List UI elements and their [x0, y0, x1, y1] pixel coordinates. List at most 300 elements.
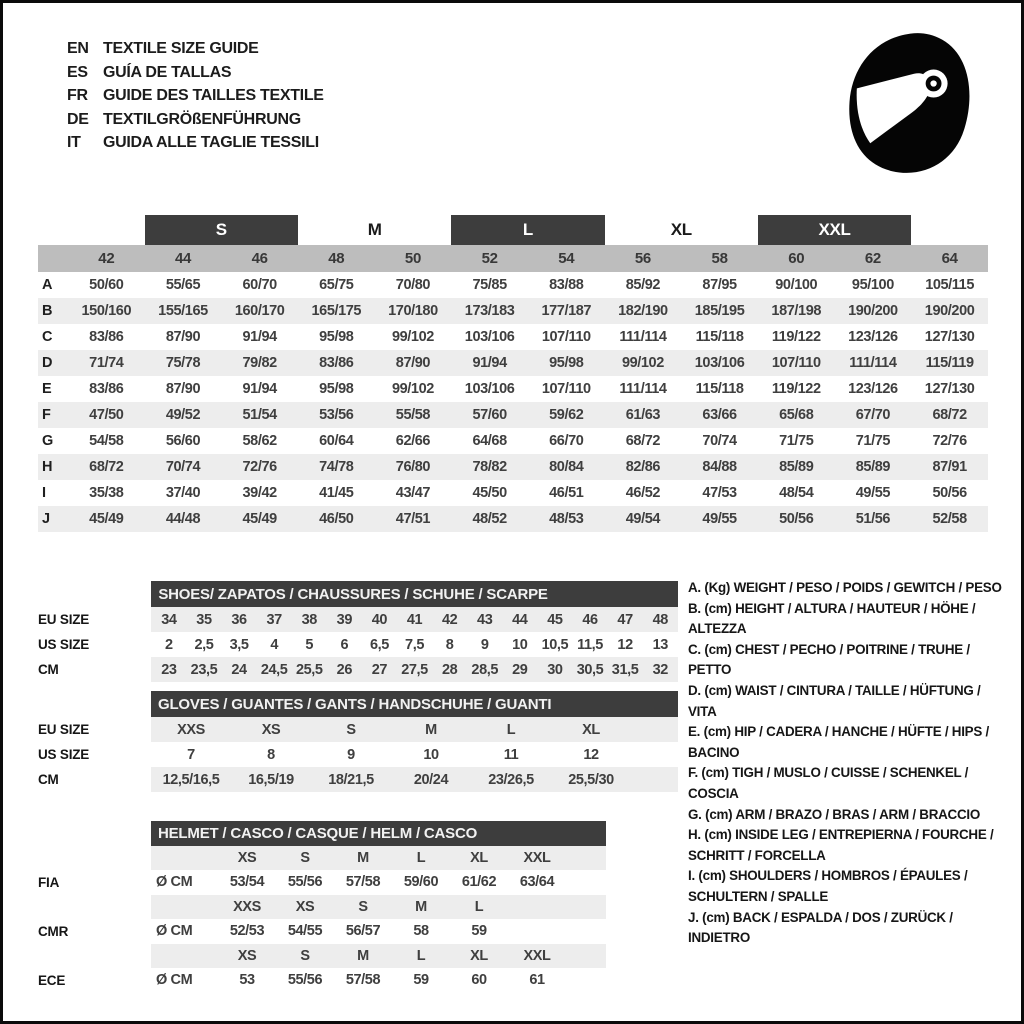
size-value-cell: 155/165 — [145, 298, 222, 324]
measurement-legend — [688, 578, 1008, 949]
size-value-cell: 115/118 — [695, 381, 744, 397]
gloves-value-cell: 25,5/30 — [551, 767, 631, 792]
row-scale-label: CM — [38, 657, 151, 682]
size-value-cell: 39/42 — [242, 485, 277, 501]
standard-label-fia: FIA — [38, 870, 151, 895]
shoes-value-cell: 35 — [186, 607, 221, 632]
size-value-cell: 65/75 — [319, 277, 354, 293]
numeric-size-header: 46 — [221, 245, 298, 272]
size-value-cell: 103/106 — [464, 381, 515, 397]
legend-item-e: E. (cm) HIP / CADERA / HANCHE / HÜFTE / HIPS / BACINO — [688, 724, 989, 760]
outside-spacer — [38, 691, 151, 717]
filler-cell — [566, 895, 606, 920]
language-title: TEXTILE SIZE GUIDE — [103, 40, 259, 57]
size-value-cell: 91/94 — [451, 350, 528, 376]
size-value-cell: 83/86 — [89, 329, 124, 345]
size-value-cell: 61/63 — [605, 402, 682, 428]
helmet-size-header: M — [334, 944, 392, 969]
gloves-value-cell: 23/26,5 — [471, 767, 551, 792]
outside-spacer — [38, 821, 151, 846]
shoes-value-cell: 36 — [222, 607, 257, 632]
row-label: A — [38, 272, 68, 298]
standard-label-ece: ECE — [38, 968, 151, 993]
helmet-value-cell: 59 — [471, 923, 487, 940]
size-value-cell: 47/51 — [375, 506, 452, 532]
corner-cell — [38, 215, 68, 245]
row-scale-label: EU SIZE — [38, 717, 151, 742]
language-code: DE — [67, 110, 89, 128]
shoes-row — [38, 657, 678, 682]
language-row — [67, 131, 324, 155]
helmet-sizes-row-cmr — [38, 895, 606, 920]
shoes-value-cell: 41 — [397, 607, 432, 632]
shoes-value-cell: 28,5 — [467, 657, 502, 682]
gloves-row — [38, 742, 678, 767]
helmet-size-header: L — [450, 895, 508, 920]
helmet-values-row-ece — [38, 968, 606, 993]
helmet-value-cell: 60 — [471, 972, 487, 989]
row-label: C — [38, 324, 68, 350]
gloves-value-cell: 8 — [267, 746, 275, 763]
size-value-cell: 55/58 — [375, 402, 452, 428]
numeric-size-header: 56 — [605, 245, 682, 272]
row-scale-label: CM — [38, 767, 151, 792]
helmet-value-cell: 58 — [413, 923, 429, 940]
size-value-cell: 64/68 — [472, 433, 507, 449]
language-title: GUIDA ALLE TAGLIE TESSILI — [103, 134, 319, 151]
row-label: E — [38, 376, 68, 402]
helmet-value-cell: 61 — [529, 972, 545, 989]
size-value-cell: 51/54 — [221, 402, 298, 428]
outside-spacer — [38, 895, 151, 920]
row-label: H — [38, 454, 68, 480]
size-value-cell: 99/102 — [391, 381, 434, 397]
shoes-value-cell: 28 — [432, 657, 467, 682]
shoes-value-cell: 48 — [643, 607, 678, 632]
numeric-size-header: 60 — [758, 245, 835, 272]
shoes-title-row — [38, 581, 678, 607]
size-value-cell: 46/50 — [298, 506, 375, 532]
shoes-value-cell: 42 — [432, 607, 467, 632]
size-value-cell: 49/52 — [145, 402, 222, 428]
size-group-label-xl: XL — [670, 220, 692, 239]
size-value-cell: 83/86 — [298, 350, 375, 376]
filler-cell — [631, 767, 678, 792]
size-value-cell: 95/100 — [851, 277, 894, 293]
shoes-value-cell: 8 — [445, 636, 454, 653]
row-label: I — [38, 480, 68, 506]
shoes-value-cell: 5 — [305, 636, 314, 653]
measurement-row-d — [38, 350, 988, 376]
measurement-row-i — [38, 480, 988, 506]
measurement-row-c — [38, 324, 988, 350]
shoes-row — [38, 632, 678, 657]
size-value-cell: 58/62 — [242, 433, 277, 449]
gloves-value-cell: 12,5/16,5 — [151, 767, 231, 792]
helmet-size-header: S — [276, 846, 334, 871]
helmet-value-cell: 59/60 — [403, 874, 439, 891]
size-value-cell: 75/78 — [145, 350, 222, 376]
size-value-cell: 63/66 — [681, 402, 758, 428]
shoes-value-cell: 2,5 — [194, 636, 214, 653]
size-group-label-l: L — [451, 215, 604, 245]
legend-item-h: H. (cm) INSIDE LEG / ENTREPIERNA / FOURCHE / SCHRITT / FORCELLA — [688, 827, 994, 863]
size-value-cell: 87/90 — [165, 329, 201, 345]
size-value-cell: 85/89 — [758, 454, 835, 480]
shoes-value-cell: 4 — [270, 636, 278, 653]
size-value-cell: 115/119 — [911, 350, 988, 376]
gloves-value-cell: 9 — [347, 746, 355, 763]
legend-item-i: I. (cm) SHOULDERS / HOMBROS / ÉPAULES / SCHULTERN / SPALLE — [688, 868, 968, 904]
helmet-value-cell: 56/57 — [345, 923, 381, 940]
language-code: FR — [67, 87, 88, 104]
gloves-size-table — [38, 691, 678, 792]
measurement-row-f — [38, 402, 988, 428]
shoes-row — [38, 607, 678, 632]
helmet-size-header: XS — [218, 944, 276, 969]
numeric-size-header: 64 — [911, 245, 988, 272]
numeric-size-header: 54 — [528, 245, 605, 272]
shoes-value-cell: 46 — [572, 607, 607, 632]
helmet-sizes-row-fia — [38, 846, 606, 871]
size-value-cell: 115/118 — [695, 329, 744, 345]
size-value-cell: 185/195 — [681, 298, 758, 324]
corner-cell — [38, 245, 68, 272]
size-value-cell: 57/60 — [451, 402, 528, 428]
size-value-cell: 103/106 — [681, 350, 758, 376]
legend-item-a: A. (Kg) WEIGHT / PESO / POIDS / GEWITCH / PESO — [688, 580, 1002, 595]
shoes-value-cell: 27,5 — [397, 657, 432, 682]
gloves-value-cell: XL — [551, 717, 631, 742]
helmet-size-header: L — [392, 846, 450, 871]
helmet-value-cell: 53/54 — [229, 874, 265, 891]
size-value-cell: 79/82 — [221, 350, 298, 376]
language-title-list — [67, 37, 324, 155]
shoes-value-cell: 30 — [537, 657, 572, 682]
shoes-value-cell: 44 — [502, 607, 537, 632]
unit-spacer — [151, 846, 218, 871]
size-value-cell: 71/75 — [855, 433, 891, 449]
size-value-cell: 62/66 — [395, 433, 431, 449]
size-value-cell: 123/126 — [848, 381, 898, 397]
unit-label: Ø CM — [156, 972, 193, 989]
helmet-value-cell: 52/53 — [229, 923, 265, 940]
size-value-cell: 51/56 — [835, 506, 912, 532]
size-value-cell: 177/187 — [528, 298, 605, 324]
legend-item-f: F. (cm) TIGH / MUSLO / CUISSE / SCHENKEL / COSCIA — [688, 765, 969, 801]
size-value-cell: 107/110 — [541, 329, 591, 345]
legend-item-c: C. (cm) CHEST / PECHO / POITRINE / TRUHE / PETTO — [688, 641, 970, 678]
size-value-cell: 49/54 — [605, 506, 682, 532]
helmet-value-cell: 53 — [239, 972, 255, 989]
filler-cell — [566, 968, 606, 993]
outside-spacer — [38, 846, 151, 871]
filler-cell — [566, 870, 606, 895]
helmet-values-row-cmr — [38, 919, 606, 944]
filler-cell — [631, 717, 678, 742]
helmet-size-header: XXS — [218, 895, 276, 920]
size-value-cell: 71/74 — [68, 350, 145, 376]
size-value-cell: 76/80 — [375, 454, 452, 480]
size-value-cell: 54/58 — [89, 433, 124, 449]
helmet-size-header: XL — [450, 944, 508, 969]
shoes-value-cell: 34 — [151, 607, 186, 632]
measurement-row-j — [38, 506, 988, 532]
helmet-size-header: XS — [276, 895, 334, 920]
size-value-cell: 99/102 — [391, 329, 434, 345]
gloves-value-cell: M — [391, 717, 471, 742]
filler-cell — [566, 919, 606, 944]
size-value-cell: 50/60 — [89, 277, 124, 293]
language-title: GUÍA DE TALLAS — [103, 63, 232, 81]
size-value-cell: 45/50 — [472, 485, 507, 501]
size-group-header-row — [38, 215, 988, 245]
size-value-cell: 68/72 — [68, 454, 145, 480]
size-value-cell: 111/114 — [619, 329, 667, 345]
helmet-value-cell: 63/64 — [519, 874, 555, 891]
shoes-value-cell: 43 — [467, 607, 502, 632]
size-value-cell: 49/55 — [681, 506, 758, 532]
size-value-cell: 43/47 — [395, 485, 431, 501]
size-value-cell: 85/89 — [835, 454, 912, 480]
size-value-cell: 65/68 — [758, 402, 835, 428]
numeric-size-header: 48 — [298, 245, 375, 272]
size-value-cell: 190/200 — [911, 298, 988, 324]
size-value-cell: 74/78 — [298, 454, 375, 480]
filler-cell — [566, 846, 606, 871]
size-value-cell: 105/115 — [925, 277, 975, 293]
size-value-cell: 170/180 — [375, 298, 452, 324]
helmet-sizes-row-ece — [38, 944, 606, 969]
size-value-cell: 85/92 — [625, 277, 661, 293]
helmet-title-row — [38, 821, 606, 846]
size-value-cell: 165/175 — [298, 298, 375, 324]
numeric-size-header-row — [38, 245, 988, 272]
gloves-value-cell: 7 — [187, 746, 195, 763]
size-value-cell: 99/102 — [605, 350, 682, 376]
size-value-cell: 95/98 — [528, 350, 605, 376]
size-value-cell: 49/55 — [855, 485, 891, 501]
size-group-label-s: S — [145, 215, 298, 245]
helmet-size-header: XL — [450, 846, 508, 871]
size-value-cell: 90/100 — [775, 277, 818, 293]
numeric-size-header: 62 — [835, 245, 912, 272]
textile-size-table — [38, 215, 988, 532]
language-row — [67, 61, 324, 85]
size-value-cell: 83/86 — [89, 381, 124, 397]
size-value-cell: 103/106 — [464, 329, 515, 345]
gloves-value-cell: 10 — [423, 746, 439, 763]
size-value-cell: 95/98 — [319, 329, 354, 345]
size-value-cell: 107/110 — [758, 350, 835, 376]
size-value-cell: 60/64 — [319, 433, 354, 449]
shoes-size-table — [38, 581, 678, 682]
gloves-value-cell: 11 — [503, 746, 519, 763]
size-group-label-xxl: XXL — [758, 215, 911, 245]
size-value-cell: 66/70 — [549, 433, 584, 449]
gloves-title-bar: GLOVES / GUANTES / GANTS / HANDSCHUHE / GUANTI — [151, 691, 678, 717]
gloves-value-cell: XS — [231, 717, 311, 742]
size-value-cell: 59/62 — [528, 402, 605, 428]
size-value-cell: 91/94 — [242, 329, 277, 345]
gloves-value-cell: 12 — [583, 746, 599, 763]
shoes-value-cell: 23,5 — [186, 657, 221, 682]
size-value-cell: 56/60 — [165, 433, 201, 449]
size-value-cell: 71/75 — [779, 433, 814, 449]
row-label: B — [38, 298, 68, 324]
shoes-value-cell: 32 — [643, 657, 678, 682]
size-value-cell: 78/82 — [451, 454, 528, 480]
helmet-value-cell: 61/62 — [461, 874, 497, 891]
shoes-value-cell: 2 — [165, 636, 173, 653]
size-value-cell: 182/190 — [605, 298, 682, 324]
size-value-cell: 45/49 — [68, 506, 145, 532]
outside-spacer — [38, 944, 151, 969]
shoes-title-bar: SHOES/ ZAPATOS / CHAUSSURES / SCHUHE / SCARPE — [151, 581, 678, 607]
size-value-cell: 67/70 — [835, 402, 912, 428]
helmet-size-header: XXL — [508, 944, 566, 969]
row-label: J — [38, 506, 68, 532]
language-row — [67, 37, 324, 61]
shoes-value-cell: 11,5 — [577, 636, 603, 653]
size-value-cell: 70/74 — [145, 454, 222, 480]
measurement-row-a — [38, 272, 988, 298]
helmet-size-header: M — [334, 846, 392, 871]
row-scale-label: EU SIZE — [38, 607, 151, 632]
helmet-value-cell: 54/55 — [287, 923, 323, 940]
shoes-value-cell: 9 — [480, 636, 489, 653]
size-value-cell: 72/76 — [221, 454, 298, 480]
shoes-value-cell: 38 — [292, 607, 327, 632]
shoes-value-cell: 6,5 — [369, 636, 389, 653]
size-value-cell: 41/45 — [319, 485, 354, 501]
gloves-value-cell: 16,5/19 — [231, 767, 311, 792]
size-value-cell: 37/40 — [165, 485, 201, 501]
size-value-cell: 111/114 — [619, 381, 667, 397]
helmet-value-cell: 55/56 — [287, 874, 323, 891]
size-value-cell: 82/86 — [605, 454, 682, 480]
language-code: EN — [67, 40, 89, 57]
gloves-value-cell: 20/24 — [391, 767, 471, 792]
shoes-value-cell: 25,5 — [292, 657, 327, 682]
size-value-cell: 46/51 — [549, 485, 584, 501]
helmet-size-header — [508, 895, 566, 920]
helmet-size-header: S — [276, 944, 334, 969]
row-scale-label: US SIZE — [38, 632, 151, 657]
size-value-cell: 60/70 — [242, 277, 277, 293]
size-value-cell: 48/53 — [528, 506, 605, 532]
size-value-cell: 47/53 — [702, 485, 737, 501]
legend-item-j: J. (cm) BACK / ESPALDA / DOS / ZURÜCK / INDIETRO — [688, 909, 953, 946]
unit-spacer — [151, 895, 218, 920]
unit-spacer — [151, 944, 218, 969]
language-row — [67, 84, 324, 108]
helmet-value-cell: 57/58 — [345, 972, 381, 989]
size-value-cell: 72/76 — [932, 433, 967, 449]
helmet-size-header: L — [392, 944, 450, 969]
size-value-cell: 87/95 — [702, 277, 737, 293]
size-value-cell: 75/85 — [472, 277, 507, 293]
shoes-value-cell: 24,5 — [257, 657, 292, 682]
size-group-label-m: M — [367, 220, 382, 239]
size-value-cell: 70/74 — [702, 433, 737, 449]
helmet-values-row-fia — [38, 870, 606, 895]
size-value-cell: 83/88 — [549, 277, 584, 293]
size-value-cell: 150/160 — [68, 298, 145, 324]
gloves-value-cell: L — [471, 717, 551, 742]
measurement-row-h — [38, 454, 988, 480]
unit-label: Ø CM — [156, 874, 193, 891]
size-value-cell: 95/98 — [319, 381, 354, 397]
language-code: IT — [67, 134, 81, 151]
shoes-value-cell: 31,5 — [608, 657, 643, 682]
size-value-cell: 190/200 — [835, 298, 912, 324]
helmet-title-bar: HELMET / CASCO / CASQUE / HELM / CASCO — [151, 821, 606, 846]
shoes-value-cell: 7,5 — [405, 636, 425, 653]
size-value-cell: 91/94 — [242, 381, 277, 397]
language-row — [67, 108, 324, 132]
size-value-cell: 52/58 — [911, 506, 988, 532]
shoes-value-cell: 13 — [652, 636, 668, 653]
measurement-row-b — [38, 298, 988, 324]
size-value-cell: 119/122 — [771, 329, 821, 345]
size-value-cell: 46/52 — [625, 485, 661, 501]
shoes-value-cell: 45 — [537, 607, 572, 632]
size-value-cell: 48/52 — [451, 506, 528, 532]
size-value-cell: 45/49 — [221, 506, 298, 532]
helmet-size-header: XXL — [508, 846, 566, 871]
size-value-cell: 68/72 — [911, 402, 988, 428]
shoes-value-cell: 3,5 — [229, 636, 249, 653]
shoes-value-cell: 24 — [222, 657, 257, 682]
helmet-value-cell: 55/56 — [287, 972, 323, 989]
shoes-value-cell: 6 — [340, 636, 349, 653]
size-value-cell: 80/84 — [528, 454, 605, 480]
helmet-value-cell: 57/58 — [345, 874, 381, 891]
unit-label: Ø CM — [156, 923, 193, 940]
row-label: G — [38, 428, 68, 454]
gloves-row — [38, 767, 678, 792]
shoes-value-cell: 23 — [151, 657, 186, 682]
helmet-value-cell — [508, 919, 566, 944]
shoes-value-cell: 26 — [327, 657, 362, 682]
legend-item-b: B. (cm) HEIGHT / ALTURA / HAUTEUR / HÖHE / ALTEZZA — [688, 600, 976, 637]
numeric-size-header: 52 — [451, 245, 528, 272]
numeric-size-header: 50 — [375, 245, 452, 272]
size-value-cell: 119/122 — [771, 381, 821, 397]
helmet-size-header: S — [334, 895, 392, 920]
measurement-row-e — [38, 376, 988, 402]
legend-item-g: G. (cm) ARM / BRAZO / BRAS / ARM / BRACCIO — [688, 806, 981, 822]
helmet-size-table — [38, 821, 606, 993]
row-label: F — [38, 402, 68, 428]
size-value-cell: 111/114 — [835, 350, 912, 376]
size-value-cell: 187/198 — [758, 298, 835, 324]
helmet-size-header: XS — [218, 846, 276, 871]
helmet-value-cell: 59 — [413, 972, 429, 989]
numeric-size-header: 58 — [681, 245, 758, 272]
numeric-size-header: 42 — [68, 245, 145, 272]
spacer-cell — [68, 215, 145, 245]
shoes-value-cell: 39 — [327, 607, 362, 632]
spacer-cell — [911, 215, 988, 245]
filler-cell — [631, 742, 678, 767]
size-value-cell: 87/90 — [165, 381, 201, 397]
numeric-size-header: 44 — [145, 245, 222, 272]
size-value-cell: 44/48 — [145, 506, 222, 532]
racing-helmet-icon — [841, 29, 975, 177]
row-label: D — [38, 350, 68, 376]
